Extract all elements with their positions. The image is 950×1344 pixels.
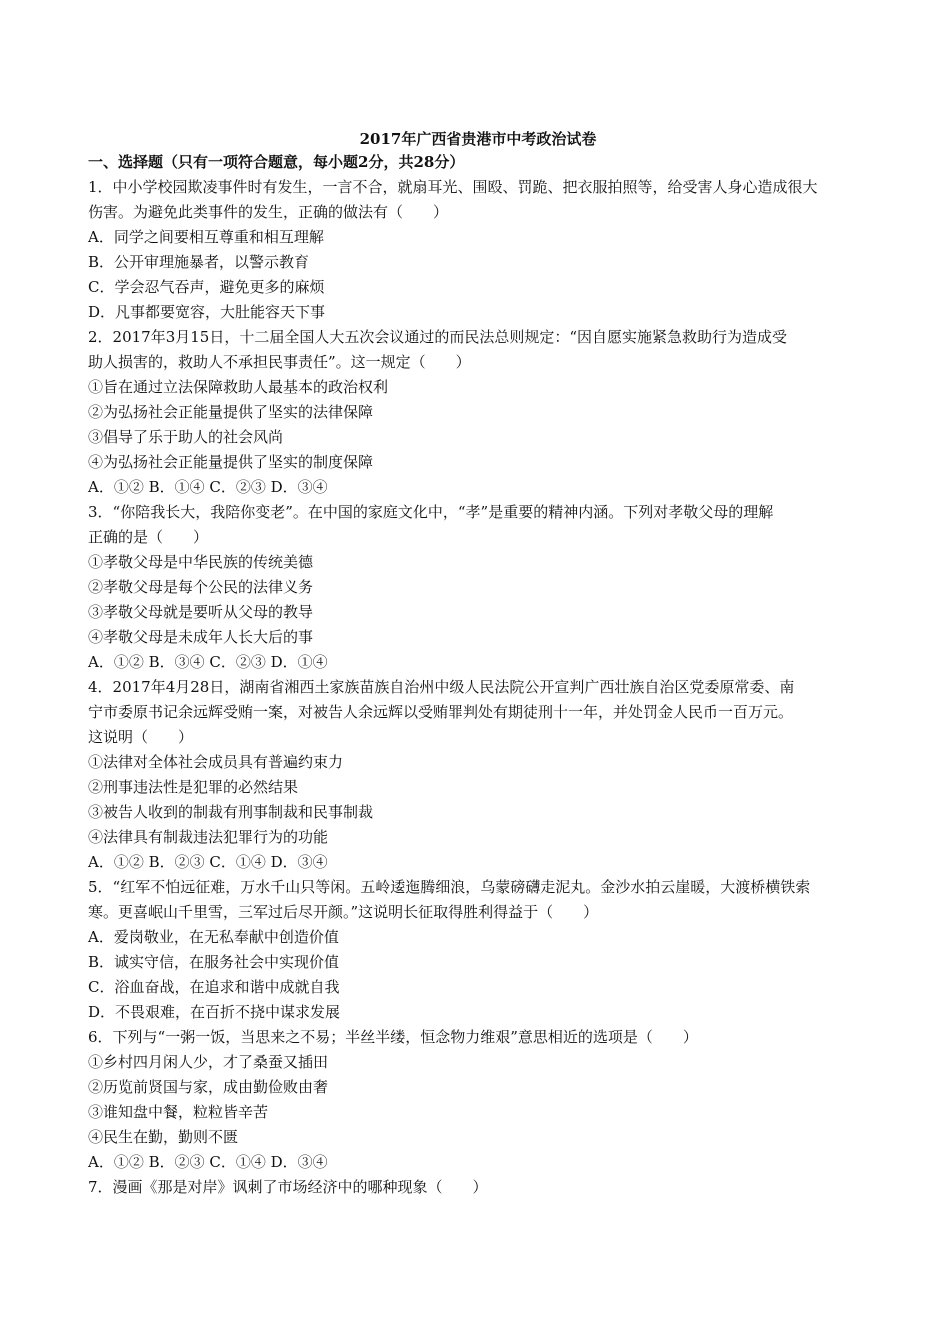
question-7	[88, 1175, 868, 1200]
question-option: ④民生在勤，勤则不匮	[88, 1128, 239, 1146]
exam-page	[88, 128, 868, 1200]
question-option: ③谁知盘中餐，粒粒皆辛苦	[88, 1103, 269, 1121]
question-stem-line: 3．“你陪我长大，我陪你变老”。在中国的家庭文化中，“孝”是重要的精神内涵。下列对孝敬父母的理解	[88, 503, 774, 521]
question-stem-line: 6．下列与“一粥一饭，当思来之不易；半丝半缕，恒念物力维艰”意思相近的选项是（ ）	[88, 1028, 698, 1046]
question-stem-line: 宁市委原书记余远辉受贿一案，对被告人余远辉以受贿罪判处有期徒刑十一年，并处罚金人民币一百万元。	[88, 703, 794, 721]
question-option: ①孝敬父母是中华民族的传统美德	[88, 553, 314, 571]
question-option: D．凡事都要宽容，大肚能容天下事	[88, 303, 326, 321]
question-2	[88, 325, 868, 500]
question-1	[88, 175, 868, 325]
question-3	[88, 500, 868, 675]
exam-title: 2017年广西省贵港市中考政治试卷	[359, 130, 597, 148]
answer-choices: A．①② B．③④ C．②③ D．①④	[88, 653, 328, 671]
question-option: A．同学之间要相互尊重和相互理解	[88, 228, 324, 246]
question-stem-line: 7．漫画《那是对岸》讽刺了市场经济中的哪种现象（ ）	[88, 1178, 488, 1196]
question-6	[88, 1025, 868, 1175]
question-option: A．爱岗敬业，在无私奉献中创造价值	[88, 928, 339, 946]
question-option: C．学会忍气吞声，避免更多的麻烦	[88, 278, 325, 296]
question-option: ②为弘扬社会正能量提供了坚实的法律保障	[88, 403, 374, 421]
question-option: ①乡村四月闲人少，才了桑蚕又插田	[88, 1053, 329, 1071]
question-stem-line: 伤害。为避免此类事件的发生，正确的做法有（ ）	[88, 203, 449, 221]
question-option: ①旨在通过立法保障救助人最基本的政治权利	[88, 378, 389, 396]
answer-choices: A．①② B．①④ C．②③ D．③④	[88, 478, 328, 496]
answer-choices: A．①② B．②③ C．①④ D．③④	[88, 853, 328, 871]
question-option: ②历览前贤国与家，成由勤俭败由奢	[88, 1078, 329, 1096]
question-option: ④法律具有制裁违法犯罪行为的功能	[88, 828, 329, 846]
question-stem-line: 寒。更喜岷山千里雪，三军过后尽开颜。”这说明长征取得胜利得益于（ ）	[88, 903, 599, 921]
question-option: ③被告人收到的制裁有刑事制裁和民事制裁	[88, 803, 374, 821]
question-stem-line: 2．2017年3月15日，十二届全国人大五次会议通过的而民法总则规定：“因自愿实施紧急救助行为造成受	[88, 328, 788, 346]
question-stem-line: 1．中小学校园欺凌事件时有发生，一言不合，就扇耳光、围殴、罚跪、把衣服拍照等，给受害人身心造成很大	[88, 178, 818, 196]
question-option: ②刑事违法性是犯罪的必然结果	[88, 778, 299, 796]
question-stem-line: 4．2017年4月28日，湖南省湘西土家族苗族自治州中级人民法院公开宣判广西壮族自治区党委原常委、南	[88, 678, 795, 696]
question-option: ④孝敬父母是未成年人长大后的事	[88, 628, 314, 646]
question-option: ④为弘扬社会正能量提供了坚实的制度保障	[88, 453, 374, 471]
question-4	[88, 675, 868, 875]
question-stem-line: 5．“红军不怕远征难，万水千山只等闲。五岭逶迤腾细浪，乌蒙磅礴走泥丸。金沙水拍云崖暖，大渡桥横铁索	[88, 878, 811, 896]
question-option: ①法律对全体社会成员具有普遍约束力	[88, 753, 344, 771]
answer-choices: A．①② B．②③ C．①④ D．③④	[88, 1153, 328, 1171]
question-stem-line: 这说明（ ）	[88, 728, 194, 746]
question-option: ③孝敬父母就是要听从父母的教导	[88, 603, 314, 621]
question-option: C．浴血奋战，在追求和谐中成就自我	[88, 978, 340, 996]
question-stem-line: 正确的是（ ）	[88, 528, 209, 546]
question-option: B．诚实守信，在服务社会中实现价值	[88, 953, 340, 971]
question-stem-line: 助人损害的，救助人不承担民事责任”。这一规定（ ）	[88, 353, 471, 371]
question-option: ②孝敬父母是每个公民的法律义务	[88, 578, 314, 596]
section-heading: 一、选择题（只有一项符合题意，每小题2分，共28分）	[88, 153, 465, 171]
question-option: D．不畏艰难，在百折不挠中谋求发展	[88, 1003, 341, 1021]
question-option: B．公开审理施暴者，以警示教育	[88, 253, 310, 271]
question-5	[88, 875, 868, 1025]
question-option: ③倡导了乐于助人的社会风尚	[88, 428, 284, 446]
